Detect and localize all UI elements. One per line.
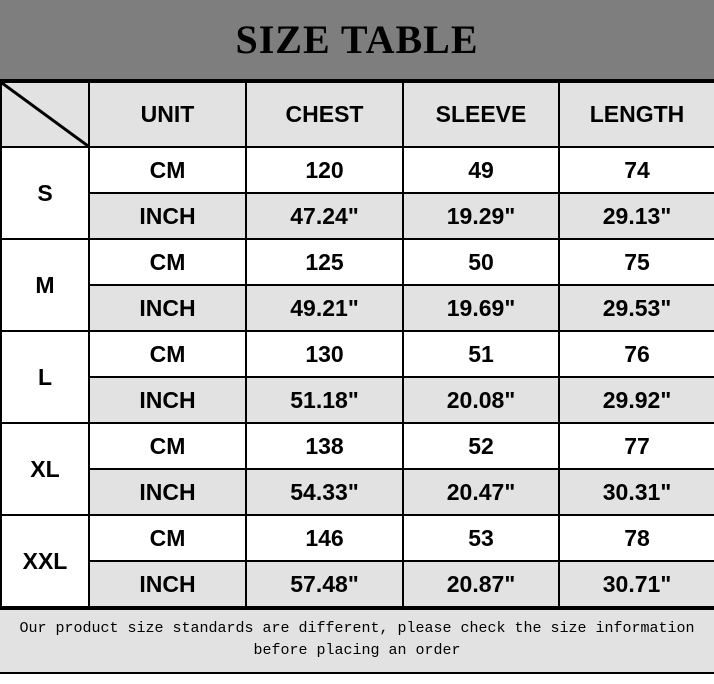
cell-chest-inch: 54.33" [246,469,403,515]
cell-length-inch: 29.92" [559,377,714,423]
size-label-m: M [1,239,89,331]
size-label-l: L [1,331,89,423]
corner-diagonal-cell [1,82,89,147]
cell-length-cm: 77 [559,423,714,469]
unit-cm: CM [89,515,246,561]
table-row [1,561,714,607]
table-row [1,515,714,561]
table-row [1,193,714,239]
header-chest: CHEST [246,82,403,147]
title-bar [0,0,714,81]
table-row [1,285,714,331]
size-table [0,81,714,608]
table-row [1,331,714,377]
unit-inch: INCH [89,285,246,331]
cell-chest-cm: 146 [246,515,403,561]
footer-line-2: before placing an order [253,642,461,659]
unit-cm: CM [89,423,246,469]
cell-sleeve-cm: 50 [403,239,559,285]
footer-line-1: Our product size standards are different, please check the size information [19,620,695,637]
cell-chest-cm: 130 [246,331,403,377]
cell-chest-cm: 138 [246,423,403,469]
size-label-xxl: XXL [1,515,89,607]
unit-inch: INCH [89,377,246,423]
table-row [1,377,714,423]
cell-sleeve-inch: 20.87" [403,561,559,607]
header-sleeve: SLEEVE [403,82,559,147]
footer-note [0,608,714,674]
cell-chest-inch: 57.48" [246,561,403,607]
unit-cm: CM [89,331,246,377]
cell-length-cm: 76 [559,331,714,377]
cell-length-inch: 29.53" [559,285,714,331]
header-unit: UNIT [89,82,246,147]
page-title: SIZE TABLE [235,17,479,62]
unit-cm: CM [89,147,246,193]
cell-sleeve-inch: 20.47" [403,469,559,515]
cell-length-cm: 74 [559,147,714,193]
cell-sleeve-cm: 49 [403,147,559,193]
table-row [1,469,714,515]
size-label-s: S [1,147,89,239]
table-row [1,147,714,193]
cell-sleeve-inch: 19.69" [403,285,559,331]
cell-sleeve-cm: 53 [403,515,559,561]
bottom-spacer [0,674,714,684]
cell-length-cm: 75 [559,239,714,285]
table-row [1,239,714,285]
table-row [1,423,714,469]
unit-inch: INCH [89,561,246,607]
cell-length-inch: 30.31" [559,469,714,515]
unit-cm: CM [89,239,246,285]
cell-chest-inch: 51.18" [246,377,403,423]
cell-chest-cm: 125 [246,239,403,285]
cell-sleeve-cm: 52 [403,423,559,469]
cell-sleeve-inch: 20.08" [403,377,559,423]
diagonal-line-icon [2,83,88,146]
cell-chest-cm: 120 [246,147,403,193]
cell-length-inch: 29.13" [559,193,714,239]
cell-chest-inch: 47.24" [246,193,403,239]
cell-chest-inch: 49.21" [246,285,403,331]
table-header-row [1,82,714,147]
unit-inch: INCH [89,193,246,239]
cell-sleeve-cm: 51 [403,331,559,377]
unit-inch: INCH [89,469,246,515]
header-length: LENGTH [559,82,714,147]
cell-sleeve-inch: 19.29" [403,193,559,239]
cell-length-inch: 30.71" [559,561,714,607]
size-label-xl: XL [1,423,89,515]
cell-length-cm: 78 [559,515,714,561]
